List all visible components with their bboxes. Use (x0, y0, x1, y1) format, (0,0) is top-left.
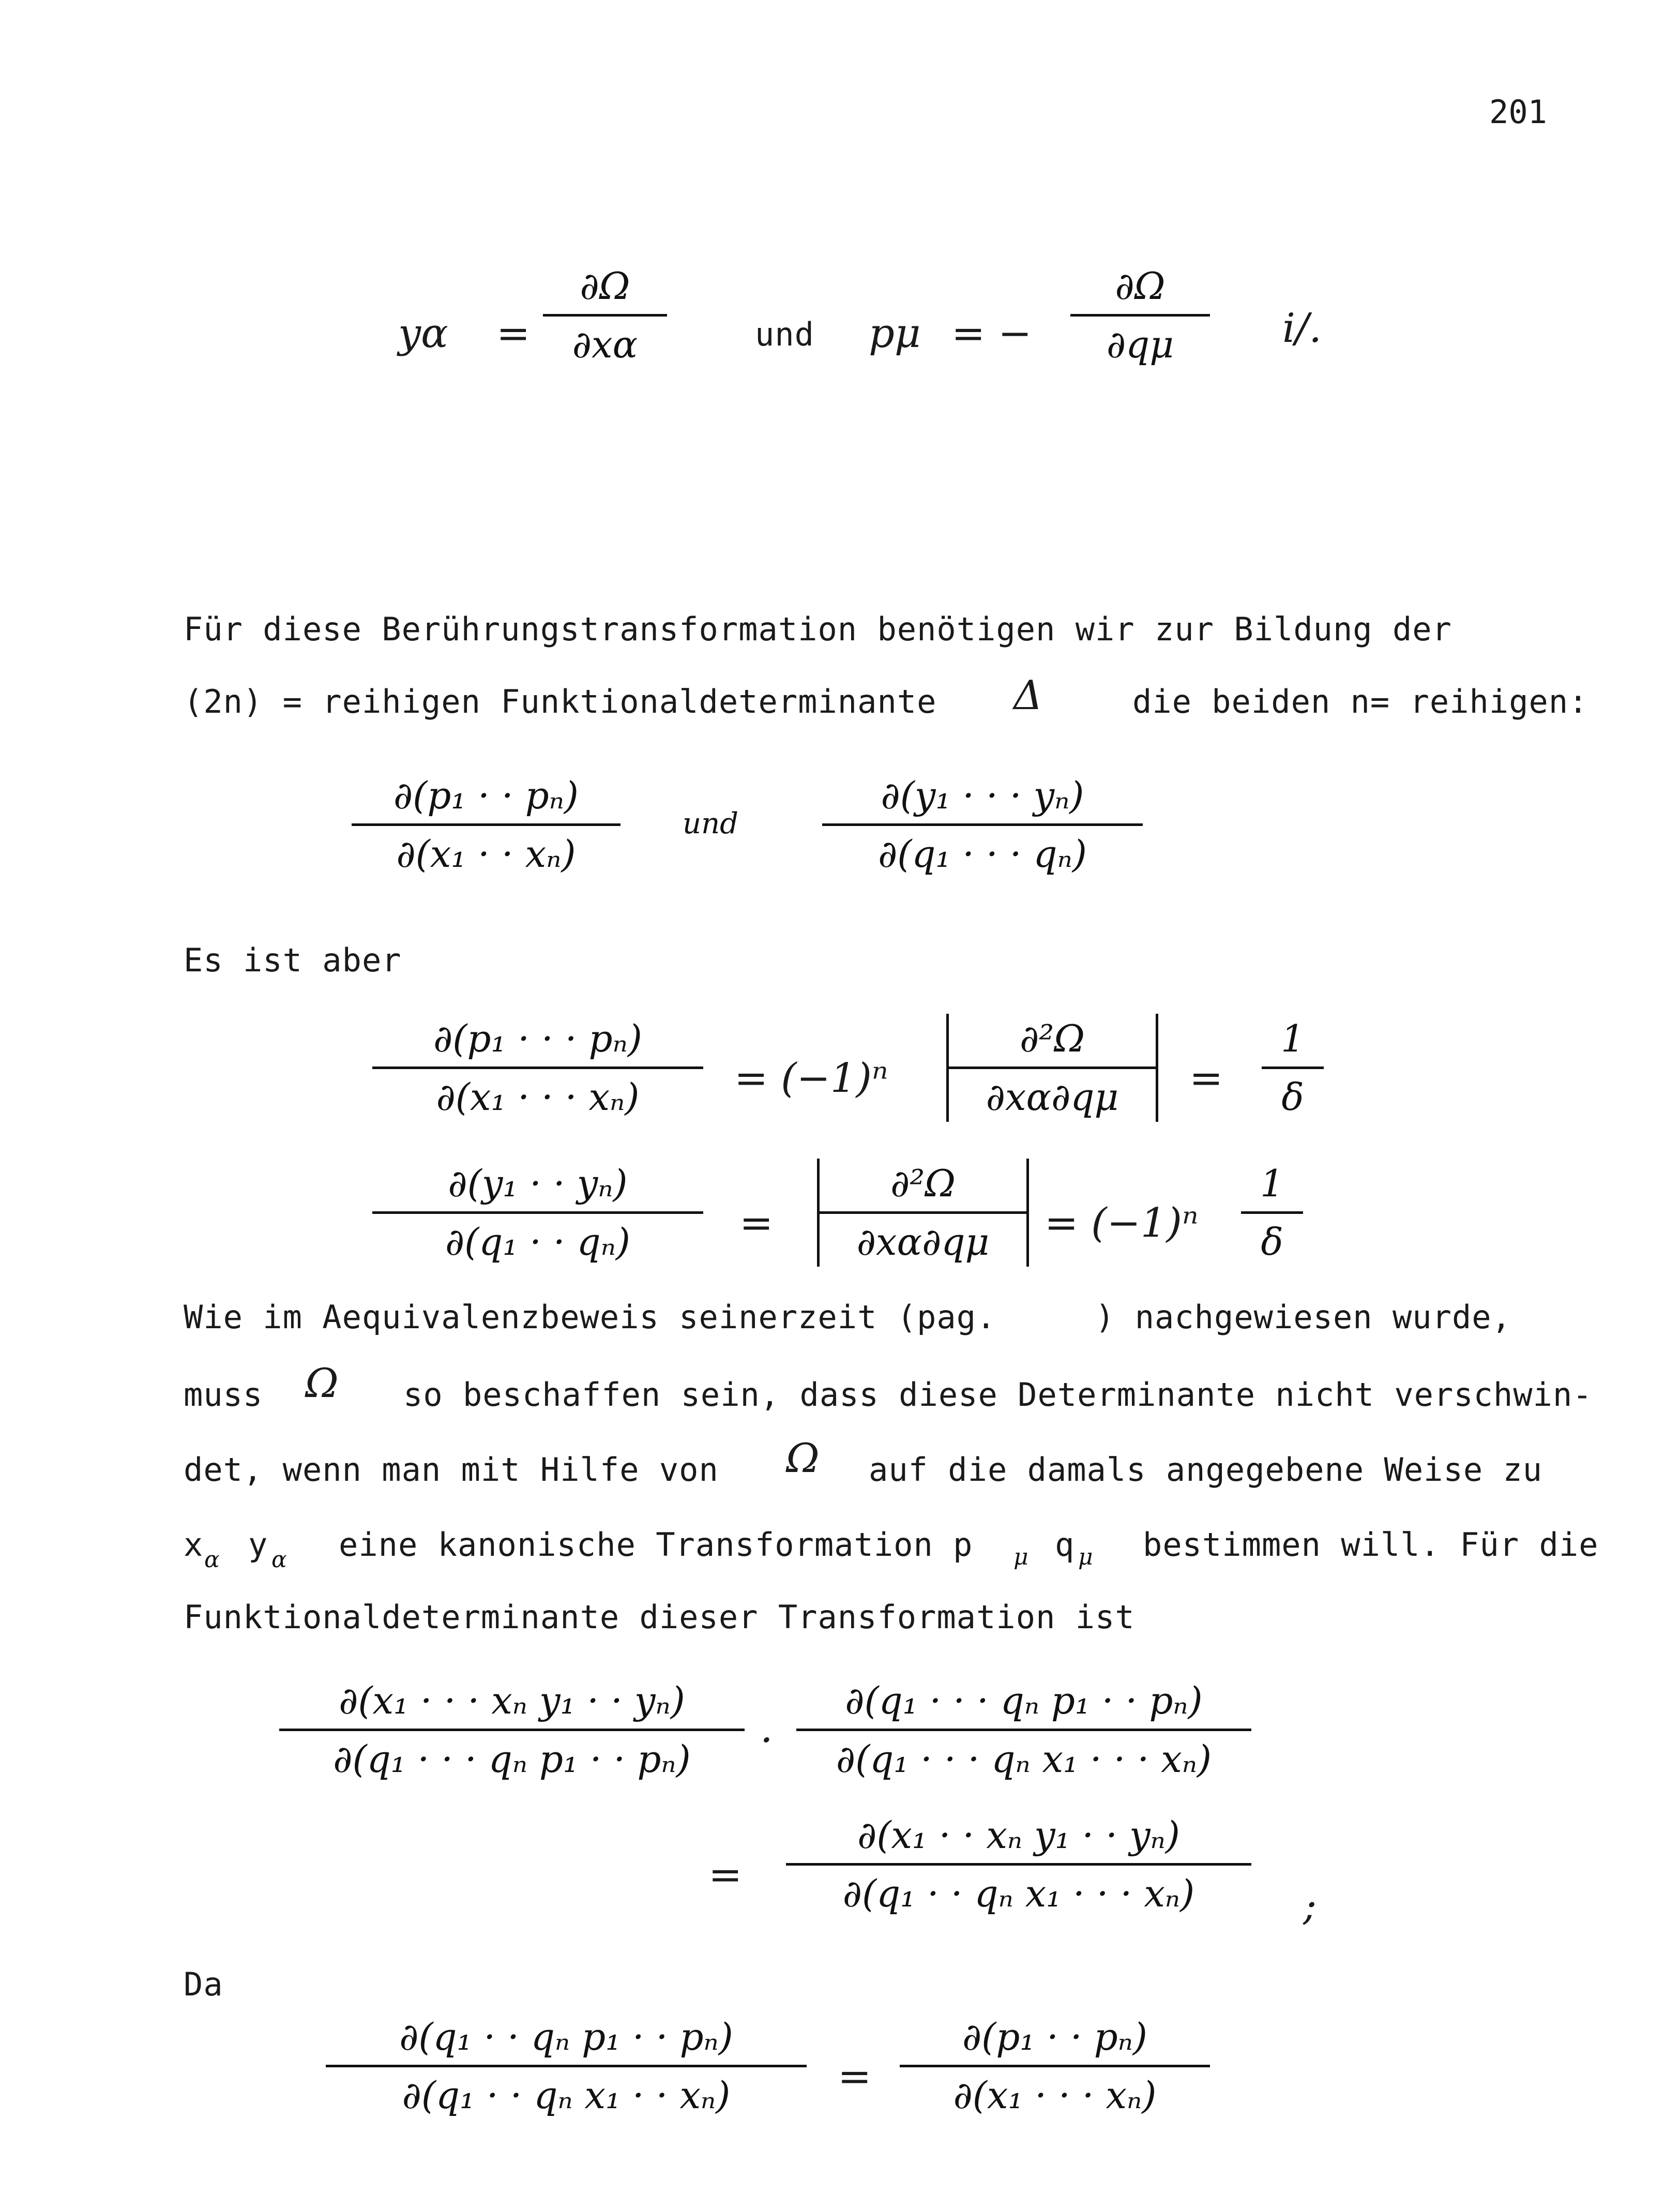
fraction-bar (1262, 1067, 1324, 1069)
eq5-frac3-num: ∂(x₁ · · xₙ y₁ · · yₙ) (857, 1813, 1180, 1857)
eq3-res-den: δ (1281, 1075, 1304, 1119)
fraction-bar (900, 2065, 1210, 2067)
para2-line3b: auf die damals angegebene Weise zu (869, 1451, 1543, 1489)
eq4-result (1241, 1159, 1303, 1267)
eq1-op1: = (496, 310, 531, 357)
eq2-frac2-den: ∂(q₁ · · · qₙ) (878, 832, 1087, 876)
eq2-frac2-num: ∂(y₁ · · · yₙ) (881, 774, 1084, 817)
eq5-eq: = (708, 1852, 743, 1898)
fraction-bar (822, 823, 1143, 826)
eq4-mid: = (−1)ⁿ (1045, 1200, 1199, 1246)
fraction-bar (1070, 314, 1210, 317)
eq4-det-den: ∂xα∂qμ (856, 1220, 990, 1264)
eq4-det-num: ∂²Ω (890, 1162, 956, 1205)
para2-line3a: det, wenn man mit Hilfe von (184, 1451, 719, 1489)
eq5-frac3-den: ∂(q₁ · · qₙ x₁ · · · xₙ) (842, 1872, 1195, 1915)
eq1-tail: i/. (1282, 305, 1322, 352)
eq5-frac1-den: ∂(q₁ · · · qₙ p₁ · · pₙ) (333, 1737, 691, 1781)
eq5-fraction-3 (786, 1810, 1251, 1918)
fraction-bar (326, 2065, 807, 2067)
eq5-dot: · (760, 1717, 773, 1764)
fraction-bar (796, 1729, 1251, 1731)
para2-line4e: bestimmen will. Für die (1143, 1526, 1599, 1564)
omega-symbol-1: Ω (305, 1360, 339, 1407)
eq5-frac1-num: ∂(x₁ · · · xₙ y₁ · · yₙ) (339, 1679, 685, 1722)
eq3-det-num: ∂²Ω (1020, 1017, 1085, 1060)
eq3-res-num: 1 (1281, 1017, 1305, 1060)
eq4-res-num: 1 (1260, 1162, 1284, 1205)
eq3-eq: = (1189, 1055, 1223, 1102)
eq4-frac1-den: ∂(q₁ · · qₙ) (445, 1220, 631, 1264)
eq6-fraction-1 (326, 2012, 807, 2120)
delta-symbol: Δ (1013, 672, 1043, 719)
fraction-bar (1241, 1211, 1303, 1214)
sub-mu-2: μ (1078, 1544, 1093, 1570)
para2-line1: Wie im Aequivalenzbeweis seinerzeit (pag. ) nachgewiesen wurde, (184, 1298, 1511, 1336)
fraction-bar (279, 1729, 745, 1731)
page-number: 201 (1489, 93, 1547, 131)
eq2-fraction-2 (822, 771, 1143, 879)
fraction-bar (820, 1211, 1026, 1214)
fraction-bar (543, 314, 667, 317)
para2-line4c: eine kanonische Transformation p (339, 1526, 973, 1564)
sub-mu-1: μ (1013, 1544, 1028, 1570)
eq6-fraction-2 (900, 2012, 1210, 2120)
para1-line1: Für diese Berührungstransformation benötigen wir zur Bildung der (184, 610, 1452, 648)
eq1-frac2-num: ∂Ω (1115, 264, 1166, 308)
para2-line4a: x (184, 1526, 204, 1564)
es-ist-aber: Es ist aber (184, 941, 402, 979)
eq1-lhs2: pμ (869, 310, 921, 357)
eq2-frac1-num: ∂(p₁ · · pₙ) (393, 774, 579, 817)
eq5-frac2-den: ∂(q₁ · · · qₙ x₁ · · · xₙ) (836, 1737, 1212, 1781)
fraction-bar (786, 1863, 1251, 1866)
eq3-fraction-1 (372, 1014, 703, 1122)
para2-line2a: muss (184, 1376, 263, 1414)
para2-line5: Funktionaldeterminante dieser Transformation ist (184, 1598, 1135, 1636)
omega-symbol-2: Ω (786, 1435, 820, 1482)
eq4-fraction-1 (372, 1159, 703, 1267)
para2-line4d: q (1055, 1526, 1075, 1564)
eq6-frac1-den: ∂(q₁ · · qₙ x₁ · · xₙ) (402, 2074, 731, 2117)
eq6-frac1-num: ∂(q₁ · · qₙ p₁ · · pₙ) (399, 2015, 733, 2059)
eq1-fraction-1 (543, 261, 667, 369)
eq3-frac1-num: ∂(p₁ · · · pₙ) (433, 1017, 642, 1060)
eq2-fraction-1 (352, 771, 620, 879)
da-word: Da (184, 1965, 223, 2003)
eq4-eq: = (739, 1200, 774, 1246)
eq1-und: und (755, 316, 814, 353)
eq4-frac1-num: ∂(y₁ · · yₙ) (448, 1162, 628, 1205)
eq5-fraction-1 (279, 1676, 745, 1784)
fraction-bar (949, 1067, 1156, 1069)
eq6-frac2-num: ∂(p₁ · · pₙ) (962, 2015, 1148, 2059)
eq4-determinant (817, 1159, 1029, 1267)
para2-line2b: so beschaffen sein, dass diese Determinante nicht verschwin- (403, 1376, 1593, 1414)
eq6-eq: = (838, 2053, 872, 2100)
eq3-frac1-den: ∂(x₁ · · · xₙ) (436, 1075, 640, 1119)
eq1-frac2-den: ∂qμ (1106, 323, 1174, 366)
sub-alpha-2: α (271, 1546, 287, 1573)
eq3-mid: = (−1)ⁿ (734, 1055, 888, 1102)
eq3-result (1262, 1014, 1324, 1122)
eq6-frac2-den: ∂(x₁ · · · xₙ) (953, 2074, 1157, 2117)
fraction-bar (352, 823, 620, 826)
eq1-lhs: yα (398, 310, 448, 357)
fraction-bar (372, 1067, 703, 1069)
eq1-op2: = − (951, 310, 1032, 357)
eq2-und: und (683, 807, 738, 840)
eq1-fraction-2 (1070, 261, 1210, 369)
eq3-determinant (946, 1014, 1158, 1122)
eq5-frac2-num: ∂(q₁ · · · qₙ p₁ · · pₙ) (845, 1679, 1203, 1722)
eq4-res-den: δ (1261, 1220, 1283, 1264)
para1-line2a: (2n) = reihigen Funktionaldeterminante (184, 683, 937, 720)
eq1-frac1-den: ∂xα (572, 323, 638, 366)
eq1-frac1-num: ∂Ω (580, 264, 630, 308)
eq3-det-den: ∂xα∂qμ (986, 1075, 1119, 1119)
fraction-bar (372, 1211, 703, 1214)
eq2-frac1-den: ∂(x₁ · · xₙ) (396, 832, 576, 876)
para2-line4b: y (248, 1526, 268, 1564)
sub-alpha-1: α (204, 1546, 220, 1573)
eq5-fraction-2 (796, 1676, 1251, 1784)
para1-line2b: die beiden n= reihigen: (1132, 683, 1588, 720)
eq5-tail: ; (1303, 1883, 1317, 1929)
